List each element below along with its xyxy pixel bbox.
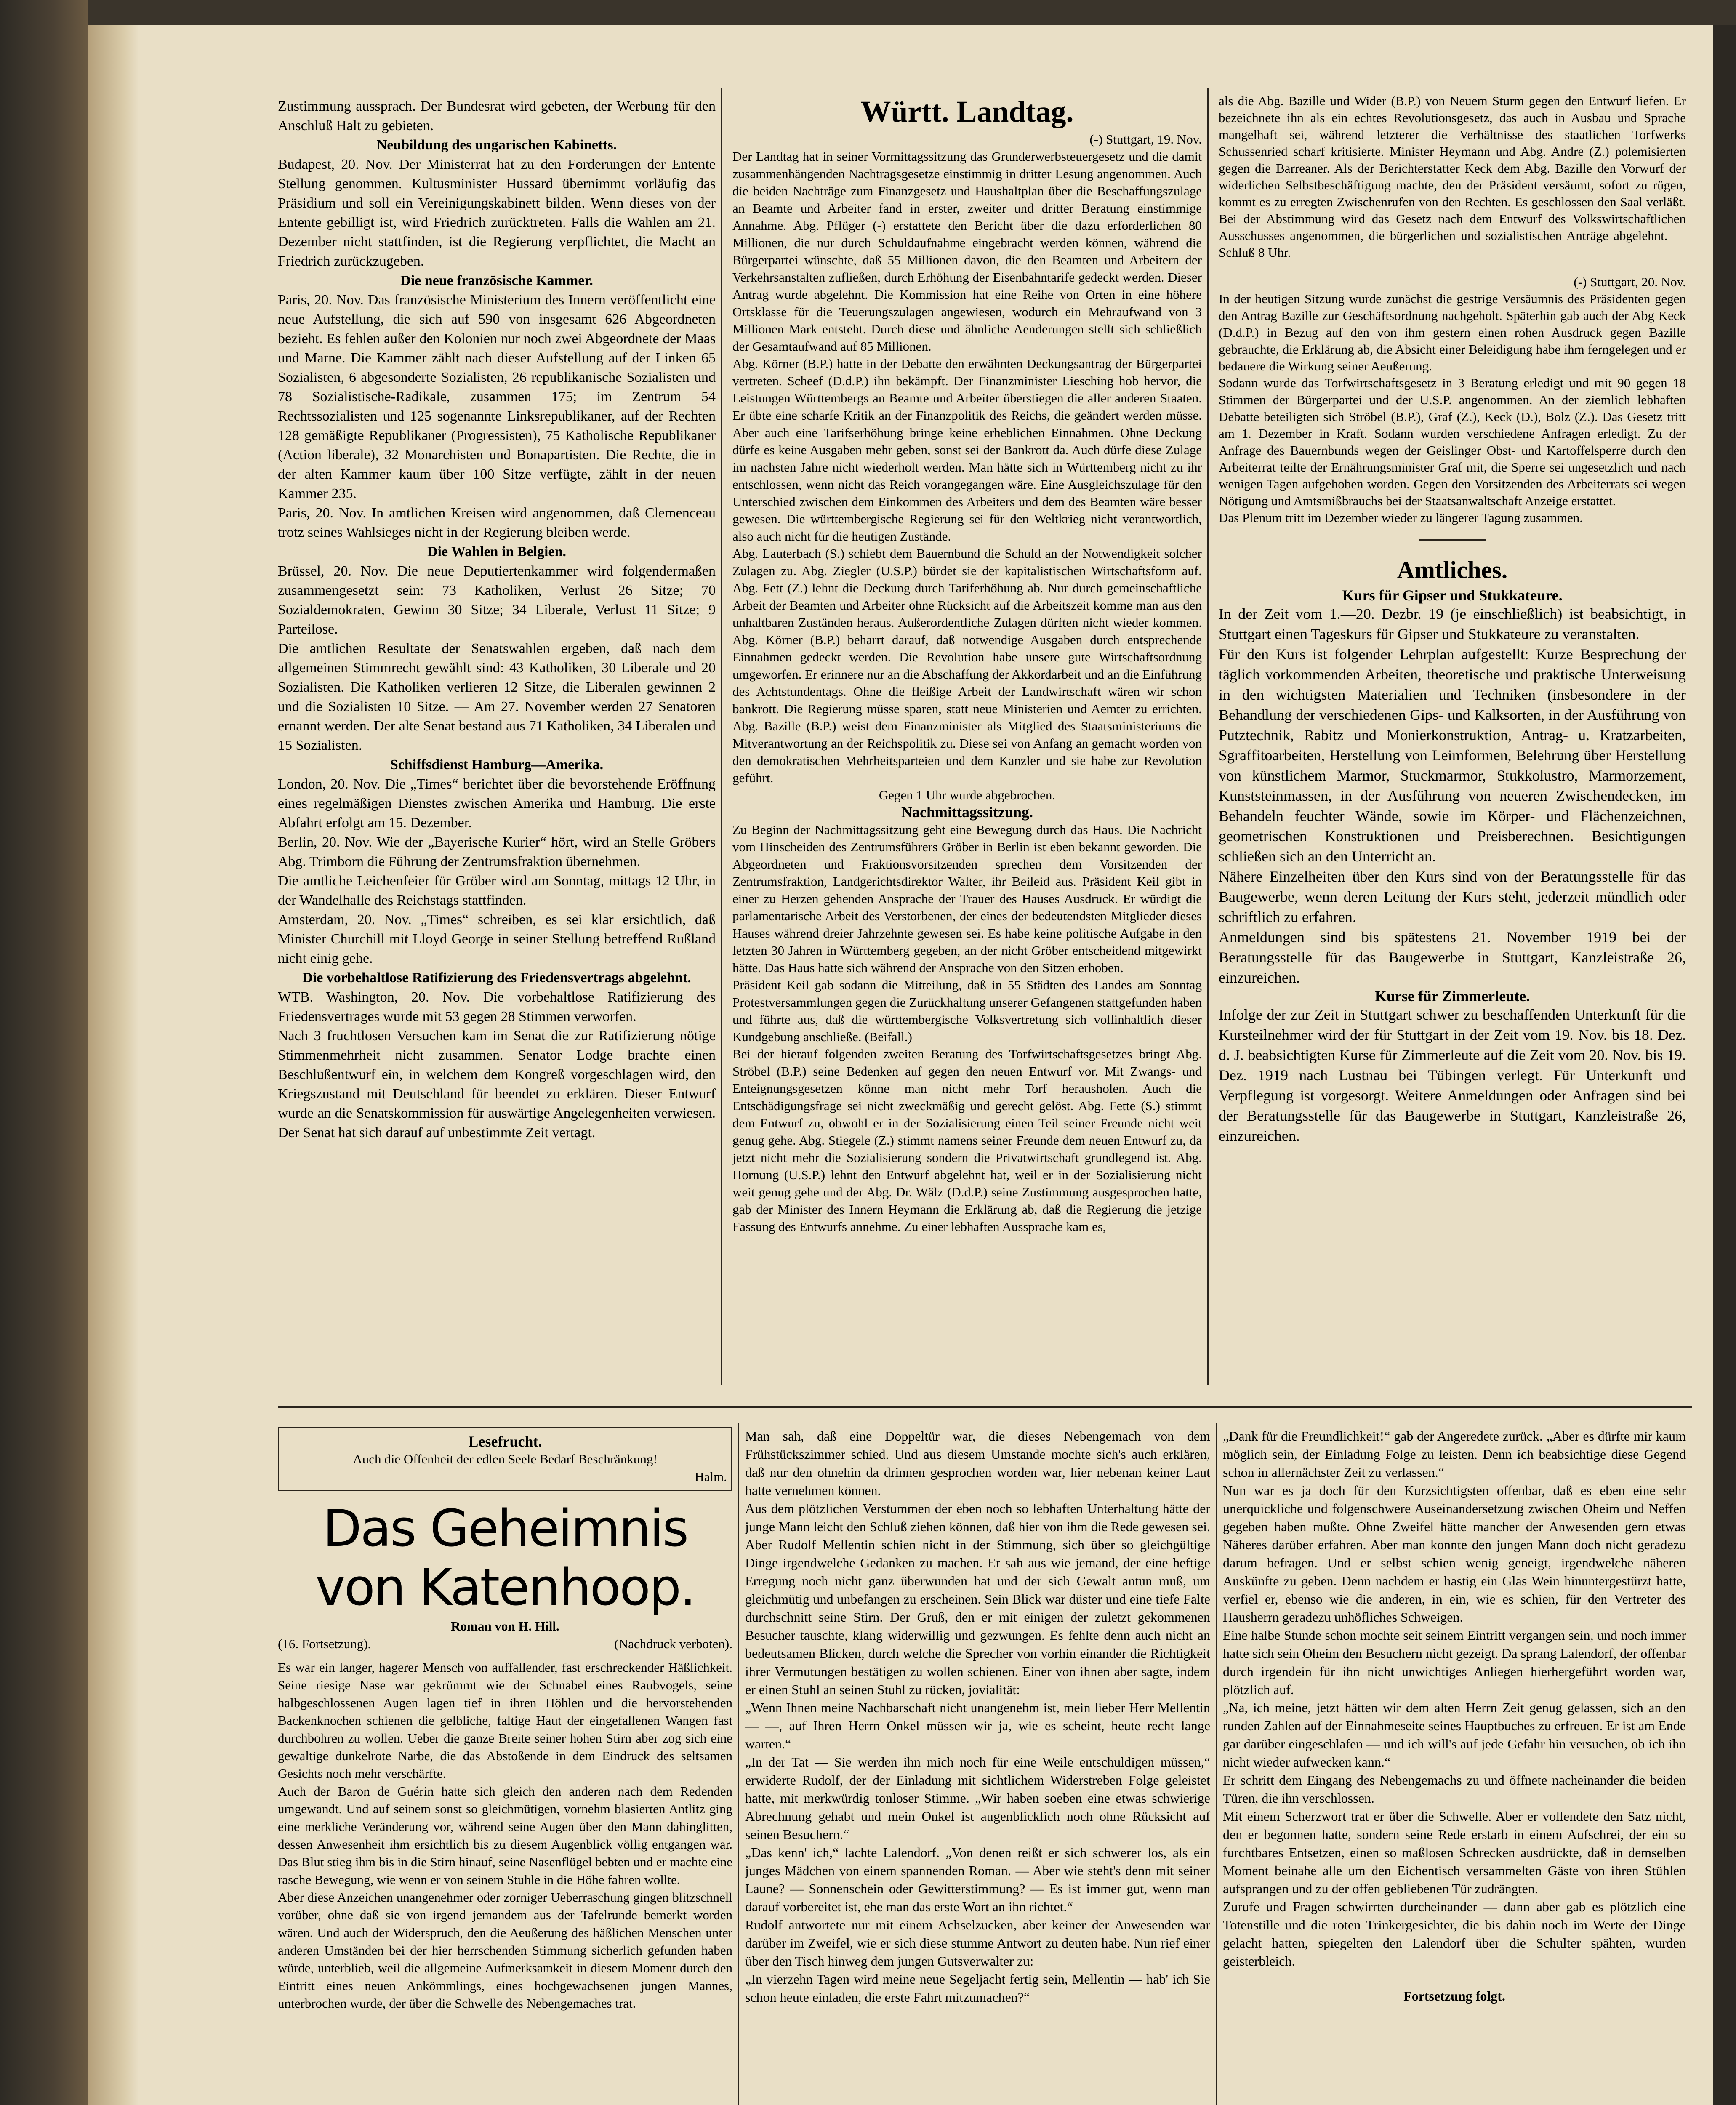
story-text: Rudolf antwortete nur mit einem Achselzucken, aber keiner der Anwesenden war darüber im Zweifel, wie er sich diese stumme Antwort zu deuten habe. Nun rief einer über den Tisch hinweg dem jungen Gutsverwalter zu:	[745, 1917, 1210, 1969]
article-text: Paris, 20. Nov. Das französische Ministerium des Innern veröffentlicht eine neue Aufstellung, die sich auf 590 von insgesamt 626 Abgeordneten bezieht. Es fehlen außer den Kolonien nur noch zwei Abgeordnete der Maas und Marne. Die Kammer zählt nach dieser Aufstellung auf der Linken 65 Sozialisten, 6 abgesonderte Sozialisten, 26 republikanische Sozialisten und 78 Sozialistische-Radikale, zusammen 175; im Zentrum 54 Rechtssozialisten und 125 sogenannte Linksrepublikaner, auf der Rechten 128 gemäßigte Republikaner (Progressisten), 75 Katholische Republikaner (Action liberale), 32 Monarchisten und Bonapartisten. Die Rechte, die in der alten Kammer kaum über 100 Sitze verfügte, zählt in der neuen Kammer 235.	[278, 292, 716, 501]
middle-top-column	[732, 93, 1202, 1235]
middle-bottom-column	[745, 1427, 1210, 2006]
article-text: Die amtlichen Resultate der Senatswahlen ergeben, daß nach dem allgemeinen Stimmrecht gewählt sind: 43 Katholiken, 30 Liberale und 20 Sozialisten. Die Katholiken verlieren 12 Sitze, die Liberalen gewinnen 2 und die Sozialisten 10 Sitze. — Am 27. November werden 27 Senatoren ernannt werden. Der alte Senat bestand aus 71 Katholiken, 34 Liberalen und 15 Sozialisten.	[278, 641, 716, 753]
book-spine	[0, 0, 88, 2105]
article-text: Die amtliche Leichenfeier für Gröber wird am Sonntag, mittags 12 Uhr, in der Wandelhalle des Reichstags stattfinden.	[278, 873, 716, 908]
article-text: Der Landtag hat in seiner Vormittagssitzung das Grunderwerbsteuergesetz und die damit zusammenhängenden Nachtragsgesetze einstimmig in dritter Lesung angenommen. Auch die beiden Nachträge zum Finanzgesetz und Haushaltplan über die Beschaffungszulage an Beamte und Arbeiter fand in erster, zweiter und dritter Beratung einstimmige Annahme. Abg. Pflüger (-) erstattete den Bericht über die dazu erforderlichen 80 Millionen, die nur durch Schuldaufnahme eingebracht werden können, während die Bürgerpartei wünschte, daß 55 Millionen davon, die den Beamten und Arbeitern der Verkehrsanstalten zufließen, durch Erhöhung der Eisenbahntarife gedeckt werden. Dieser Antrag wurde abgelehnt. Die Kommission hat eine Reihe von Orten in eine höhere Ortsklasse für die Teuerungszulagen angewiesen, wodurch ein Mehraufwand von 3 Millionen Mark entsteht. Durch diese und ähnliche Aenderungen stellt sich schließlich der Gesamtaufwand auf 85 Millionen.	[732, 149, 1202, 354]
column-rule	[1207, 88, 1209, 1385]
story-text: „In der Tat — Sie werden ihn mich noch für eine Weile entschuldigen müssen,“ erwiderte Rudolf, der der Einladung mit sichtlichem Widerstreben Folge geleistet hatte, mit merkwürdig tonloser Stimme. „Wir haben soeben eine etwas schwierige Abrechnung gehabt und mein Onkel ist augenblicklich noch ohne Rücksicht auf seinen Besuchern.“	[745, 1754, 1210, 1842]
article-text: Präsident Keil gab sodann die Mitteilung, daß in 55 Städten des Landes am Sonntag Protestversammlungen gegen die Zurückhaltung unserer Gefangenen stattgefunden haben und führte aus, daß die württembergische Volksvertretung sich vollinhaltlich dieser Kundgebung anschließe. (Beifall.)	[732, 978, 1202, 1044]
story-text: Eine halbe Stunde schon mochte seit seinem Eintritt vergangen sein, und noch immer hatte sich sein Oheim den Besuchern nicht gezeigt. Da sprang Lalendorf, der offenbar durch irgendein für ihn nicht unwichtiges Anliegen hierhergeführt worden war, plötzlich auf.	[1223, 1628, 1686, 1697]
headline-belgium: Die Wahlen in Belgien.	[427, 544, 566, 560]
landtag-title: Württ. Landtag.	[860, 95, 1074, 128]
dateline: (-) Stuttgart, 19. Nov.	[1089, 132, 1202, 147]
article-text: Zu Beginn der Nachmittagssitzung geht eine Bewegung durch das Haus. Die Nachricht vom Hinscheiden des Zentrumsführers Gröber in Berlin ist eben bekannt geworden. Die Abgeordneten und Fraktionsvorsitzenden sprechen dem Vorsitzenden der Zentrumsfraktion, Landgerichtsdirektor Walter, ihr Beileid aus. Präsident Keil gibt in einer zu Herzen gehenden Ansprache der Trauer des Hauses Ausdruck. Er würdigt die parlamentarische Arbeit des Verstorbenen, der eines der bedeutendsten Mitglieder dieses Hauses während dreier Jahrzehnte gewesen sei. Es habe keine politische Aufgabe in den letzten 30 Jahren in Württemberg gegeben, an der nicht Gröber entscheidend mitgewirkt hätte. Das Haus hatte sich während der Ansprache von den Sitzen erhoben.	[732, 822, 1202, 975]
installment-label: (16. Fortsetzung).	[278, 1636, 371, 1651]
story-text: „Na, ich meine, jetzt hätten wir dem alten Herrn Zeit genug gelassen, sich an den runden Zahlen auf der Einnahmeseite seines Hauptbuches zu erfreuen. Er ist am Ende gar darüber eingeschlafen — und ich will's auf jede Gefahr hin versuchen, ob ich ihn nicht wieder aufwecken kann.“	[1223, 1700, 1686, 1769]
article-text: Amsterdam, 20. Nov. „Times“ schreiben, es sei klar ersichtlich, daß Minister Churchill mit Lloyd George in seiner Stellung betreffend Rußland nicht einig gehe.	[278, 912, 716, 966]
subheading: Kurs für Gipser und Stukkateure.	[1342, 587, 1563, 604]
headline-france: Die neue französische Kammer.	[400, 273, 593, 288]
article-text: Für den Kurs ist folgender Lehrplan aufgestellt: Kurze Besprechung der täglich vorkommenden Arbeiten, theoretische und praktische Unterweisung in den wichtigsten Materialien und Techniken (insbesondere in der Behandlung der verschiedenen Gips- und Kalksorten, in der Ausführung von Putztechnik, Rabitz und Monierkonstruktion, Antrag- u. Kratzarbeiten, Sgraffitoarbeiten, Herstellung von Leimformen, Belehrung über Herstellung von künstlichem Marmor, Stuckmarmor, Stukkolustro, Marmorzement, Kunststeinmassen, in der Ausführung von neueren Zwischendecken, im Behandeln feuchter Wände, sowie im Körper- und Flächenzeichnen, geometrischen Konstruktionen und Preisberechnen. Besichtigungen schließen sich an den Unterricht an.	[1219, 646, 1686, 865]
article-text: WTB. Washington, 20. Nov. Die vorbehaltlose Ratifizierung des Friedensvertrages wurde mit 53 gegen 28 Stimmen verworfen.	[278, 989, 716, 1024]
serial-meta	[278, 1635, 732, 1653]
article-text: Sodann wurde das Torfwirtschaftsgesetz in 3 Beratung erledigt und mit 90 gegen 18 Stimmen der Bürgerpartei und der U.S.P. angenommen. An der ziemlich lebhaften Debatte beteiligten sich Ströbel (B.P.), Graf (Z.), Keck (D.), Bolz (Z.). Das Gesetz tritt am 1. Dezember in Kraft. Sodann wurden verschiedene Anfragen erledigt. Zu der Anfrage des Bauernbunds wegen der Geislinger Obst- und Kartoffelsperre durch den Arbeiterrat teilte der Ernährungsminister Graf mit, die Sperre sei ungesetzlich und nach wenigen Tagen aufgehoben worden. Gegen den Vorsitzenden des Arbeiterrats sei wegen Nötigung und Amtsmißbrauchs bei der Staatsanwaltschaft Anzeige erstattet.	[1219, 376, 1686, 508]
right-top-column	[1219, 93, 1686, 1146]
continued-notice: Fortsetzung folgt.	[1403, 1988, 1505, 2004]
article-text: als die Abg. Bazille und Wider (B.P.) von Neuem Sturm gegen den Entwurf liefen. Er bezeichnete ihn als ein echtes Revolutionsgesetz, das auch in Ausbau und Sprache mangelhaft sei, während letzterer die Verhältnisse des staatlichen Torfwerks Schussenried scharf kritisierte. Minister Heymann und Abg. Andre (Z.) polemisierten gegen die Barreaner. Als der Berichterstatter Keck dem Abg. Bazille den Vorwurf der widerlichen Selbstbeschäftigung machte, den der Präsident versäumt, sofort zu rügen, kommt es zu erregten Zwischenrufen von den Rechten. Es geschlossen den Saal verläßt. Bei der Abstimmung wird das Gesetz nach dem Entwurf des Volkswirtschaftlichen Ausschusses angenommen, die bürgerlichen und sozialistischen Anträge abgelehnt. — Schluß 8 Uhr.	[1219, 93, 1686, 260]
amtliches-heading: Amtliches.	[1397, 556, 1508, 584]
box-quote: Auch die Offenheit der edlen Seele Bedarf Beschränkung!	[353, 1452, 658, 1466]
article-text: Abg. Körner (B.P.) hatte in der Debatte den erwähnten Deckungsantrag der Bürgerpartei vertreten. Scheef (D.d.P.) ihn bekämpft. Der Finanzminister Liesching hob hervor, die Leistungen Württembergs an Beamte und Arbeiter überstiegen die aller anderen Staaten. Er übte eine scharfe Kritik an der Finanzpolitik des Reichs, die geändert werden müsse. Aber auch eine Tarifserhöhung bringe keine erheblichen Einnahmen. Ohne Deckung dürfe es keine Ausgaben mehr geben, sonst sei der Bankrott da. Auch dürfe diese Zulage im nächsten Jahre nicht wiederholt werden. Man hätte sich in Württemberg nicht zu ihr entschlossen, wenn nicht das Reich vorangegangen wäre. Eine Ausgleichszulage für den Unterschied zwischen dem Einkommen des Arbeiters und dem des Beamten wäre besser gewesen. Die württembergische Regierung sei für den Weltkrieg nicht verantwortlich, also auch nicht für die heutigen Zustände.	[732, 356, 1202, 544]
article-text: Abg. Lauterbach (S.) schiebt dem Bauernbund die Schuld an der Notwendigkeit solcher Zulagen zu. Abg. Ziegler (U.S.P.) bürdet sie der kapitalistischen Wirtschaftsform auf. Abg. Fett (Z.) lehnt die Deckung durch Tariferhöhung ab. Nur durch gemeinschaftliche Arbeit der Beamten und Arbeiter ohne Rücksicht auf die Arbeitszeit komme man aus den unhaltbaren Zuständen heraus. Außerordentliche Zulagen dürften nicht wieder kommen. Abg. Körner (B.P.) beharrt darauf, daß notwendige Ausgaben durch entsprechende Einnahmen gedeckt werden. Die Revolution habe unsere gute Wirtschaftsordnung umgeworfen. Er erinnere nur an die Abschaffung der Akkordarbeit und an die Einführung des Achtstundentags. Ohne die fleißige Arbeit der Landwirtschaft wären wir schon bankrott. Die Regierung müsse sparen, statt neue Ministerien und Aemter zu errichten. Abg. Bazille (B.P.) weist dem Finanzminister als Mitglied des Staatsministeriums die Mitverantwortung an der Reichspolitik zu. Diese sei von Anfang an gemacht worden von den demokratischen Mehrheitsparteien und dem Kanzler und sie habe zur Revolution geführt.	[732, 546, 1202, 785]
article-text: Budapest, 20. Nov. Der Ministerrat hat zu den Forderungen der Entente Stellung genommen. Kultusminister Hussard übernimmt vorläufig das Präsidium und soll ein Vereinigungskabinett bilden. Wenn dieses von der Entente gebilligt ist, wird Friedrich zurücktreten. Falls die Wahlen am 21. Dezember nicht stattfinden, ist die Regierung verpflichtet, die Macht an Friedrich zurückzugeben.	[278, 157, 716, 269]
story-text: „Dank für die Freundlichkeit!“ gab der Angeredete zurück. „Aber es dürfte mir kaum möglich sein, der Einladung Folge zu leisten. Denn ich beabsichtige diese Gegend schon in allernächster Zeit zu verlassen.“	[1223, 1428, 1686, 1480]
story-text: Aus dem plötzlichen Verstummen der eben noch so lebhaften Unterhaltung hätte der junge Mann leicht den Schluß ziehen können, daß hier von ihm die Rede gewesen sei. Aber Rudolf Mellentin schien nicht in der Stimmung, sich über so gleichgültige Dinge irgendwelche Gedanken zu machen. Er sah aus wie jemand, der eine heftige Erregung noch nicht ganz überwunden hat und der sich Gewalt antun muß, um gleichmütig und unbefangen zu erscheinen. Sein Blick war düster und eine tiefe Falte durchschnitt seine Stirn. Der Gruß, den er mit einigen der zuletzt gekommenen Besucher tauschte, klang widerwillig und gezwungen. Es fehlte denn auch nicht an bedeutsamen Blicken, durch welche die Sprecher von vorhin einander die Richtigkeit ihrer Vermutungen bestätigen zu wollen schienen. Einer von ihnen aber sagte, indem er einen Stuhl an seinen Stuhl zu rücken, jovialität:	[745, 1501, 1210, 1697]
column-rule	[721, 88, 722, 1385]
left-top-column	[278, 97, 716, 1143]
page-binding-shadow	[88, 25, 139, 2105]
story-text: Man sah, daß eine Doppeltür war, die dieses Nebengemach von dem Frühstückszimmer schied. Und aus diesem Umstande mochte sich's auch erklären, daß nur den ohnehin da drinnen gesprochen worden war, hier nebenan keiner Laut hatte vernehmen können.	[745, 1428, 1210, 1498]
story-text: Er schritt dem Eingang des Nebengemachs zu und öffnete nacheinander die beiden Türen, die ihn verschlossen.	[1223, 1772, 1686, 1806]
article-text: Bei der hierauf folgenden zweiten Beratung des Torfwirtschaftsgesetzes bringt Abg. Ströbel (B.P.) seine Bedenken auf gegen den neuen Entwurf vor. Mit Zwangs- und Enteignungsgesetzen könne man nicht mehr Torf herausholen. Auch die Entschädigungsfrage sei nicht zweckmäßig und gerecht gelöst. Abg. Fette (S.) stimmt dem Entwurf zu, obwohl er in der Sozialisierung einen Teil seiner Freunde nicht weit genug gehe. Abg. Stiegele (Z.) stimmt namens seiner Freunde dem neuen Entwurf zu, da jetzt nicht mehr die Sozialisierung sondern die Privatwirtschaft grundlegend ist. Abg. Hornung (U.S.P.) lehnt den Entwurf abgelehnt hat, weil er in der Sozialisierung nicht weit genug gehe und der Abg. Dr. Wälz (D.d.P.) seine Zustimmung ausgesprochen hatte, gab der Minister des Innern Heymann die Erklärung ab, daß die Regierung die jetzige Fassung des Entwurfs annehme. Zu einer lebhaften Aussprache kam es,	[732, 1047, 1202, 1234]
story-text: „Das kenn' ich,“ lachte Lalendorf. „Von denen reißt er sich schwerer los, als ein junges Mädchen von einem spannenden Roman. — Aber wie steht's denn mit seiner Laune? — Sonnenschein oder Gewitterstimmung? — Es ist immer gut, wenn man darauf vorbereitet ist, ehe man das erste Wort an ihn richtet.“	[745, 1845, 1210, 1914]
serial-title: Das Geheimnis von Katenhoop.	[315, 1500, 695, 1617]
article-text: Anmeldungen sind bis spätestens 21. November 1919 bei der Beratungsstelle für das Baugewerbe in Stuttgart, Kanzleistraße 26, einzureichen.	[1219, 929, 1686, 986]
box-author: Halm.	[695, 1469, 727, 1484]
story-text: Aber diese Anzeichen unangenehmer oder zorniger Ueberraschung gingen blitzschnell vorüber, ohne daß sie von irgend jemandem aus der Tafelrunde bemerkt worden wären. Und auch der Widerspruch, den die Aeußerung des häßlichen Menschen unter anderen Umständen bei der hier herrschenden Stimmung sicherlich gefunden haben würde, unterblieb, weil die allgemeine Aufmerksamkeit in diesem Moment durch den Eintritt eines neuen Ankömmlings, eines hochgewachsenen jungen Mannes, unterbrochen wurde, der über die Schwelle des Nebengemaches trat.	[278, 1890, 732, 2011]
article-text: Zustimmung aussprach. Der Bundesrat wird gebeten, der Werbung für den Anschluß Halt zu gebieten.	[278, 99, 716, 133]
right-bottom-column	[1223, 1427, 1686, 2005]
article-text: In der heutigen Sitzung wurde zunächst die gestrige Versäumnis des Präsidenten gegen den Antrag Bazille zur Geschäftsordnung nachgeholt. Späterhin gab auch der Abg Keck (D.d.P.) in Bezug auf den von ihm gestern einen rohen Ausdruck gegen Bazille gebrauchte, die Erklärung ab, die Absicht einer Beleidigung habe ihm ferngelegen und er bedauere die Wirkung seiner Aeußerung.	[1219, 291, 1686, 373]
article-text: Brüssel, 20. Nov. Die neue Deputiertenkammer wird folgendermaßen zusammengesetzt sein: 73 Katholiken, Verlust 26 Sitze; 70 Sozialdemokraten, Gewinn 30 Sitze; 34 Liberale, Verlust 11 Sitze; 9 Parteilose.	[278, 563, 716, 637]
article-text: Das Plenum tritt im Dezember wieder zu längerer Tagung zusammen.	[1219, 510, 1583, 525]
box-title: Lesefrucht.	[468, 1433, 542, 1450]
article-text: Nach 3 fruchtlosen Versuchen kam im Senat die zur Ratifizierung nötige Stimmenmehrheit nicht zusammen. Senator Lodge brachte einen Beschlußentwurf ein, in welchem dem Kongreß vorgeschlagen wird, den Kriegszustand mit Deutschland für beendet zu erklären. Dieser Entwurf wurde an die Senatskommission für auswärtige Angelegenheiten verwiesen. Der Senat hat sich darauf auf unbestimmte Zeit vertagt.	[278, 1028, 716, 1140]
story-text: „In vierzehn Tagen wird meine neue Segeljacht fertig sein, Mellentin — hab' ich Sie schon heute einladen, die erste Fahrt mitzumachen?“	[745, 1972, 1210, 2005]
article-text: In der Zeit vom 1.—20. Dezbr. 19 (je einschließlich) ist beabsichtigt, in Stuttgart einen Tageskurs für Gipser und Stukkateure zu veranstalten.	[1219, 605, 1686, 642]
headline-peace: Die vorbehaltlose Ratifizierung des Friedensvertrags abgelehnt.	[302, 970, 691, 986]
divider	[1419, 539, 1486, 541]
article-text: London, 20. Nov. Die „Times“ berichtet über die bevorstehende Eröffnung eines regelmäßigen Dienstes zwischen Amerika und Hamburg. Die erste Abfahrt erfolgt am 15. Dezember.	[278, 776, 716, 831]
byline: Roman von H. Hill.	[451, 1619, 559, 1633]
column-rule	[738, 1423, 739, 2105]
article-text: Paris, 20. Nov. In amtlichen Kreisen wird angenommen, daß Clemenceau trotz seines Wahlsieges nicht in der Regierung bleiben werde.	[278, 505, 716, 540]
article-text: Infolge der zur Zeit in Stuttgart schwer zu beschaffenden Unterkunft für die Kursteilnehmer wird der für Stuttgart in der Zeit vom 19. Nov. bis 18. Dez. d. J. beabsichtigten Kurse für Zimmerleute auf die Zeit vom 20. Nov. bis 19. Dez. 1919 nach Lustnau bei Tübingen verlegt. Für Unterkunft und Verpflegung ist vorgesorgt. Weitere Anmeldungen oder Anfragen sind bei der Beratungsstelle für das Baugewerbe in Stuttgart, Kanzleistraße 26, einzureichen.	[1219, 1006, 1686, 1144]
column-rule	[1216, 1423, 1217, 2105]
subheading: Nachmittagssitzung.	[901, 804, 1033, 821]
story-text: Mit einem Scherzwort trat er über die Schwelle. Aber er vollendete den Satz nicht, den er begonnen hatte, sondern seine Rede erstarb in einem Aufschrei, der ein so furchtbares Entsetzen, einen so maßlosen Schrecken ausdrückte, daß in demselben Moment beinahe alle um den Eichentisch versammelten Gäste von ihren Stühlen aufsprangen und zu der offen gebliebenen Tür zudrängten.	[1223, 1809, 1686, 1896]
lesefrucht-box	[278, 1427, 732, 1491]
story-text: „Wenn Ihnen meine Nachbarschaft nicht unangenehm ist, mein lieber Herr Mellentin — —, auf Ihren Herrn Onkel müssen wir ja, wie es scheint, heute recht lange warten.“	[745, 1700, 1210, 1751]
headline-ship: Schiffsdienst Hamburg—Amerika.	[390, 757, 604, 773]
story-text: Zurufe und Fragen schwirrten durcheinander — dann aber gab es plötzlich eine Totenstille und die roten Trinkergesichter, die bis dahin noch im Werte der Dinge gelacht hatten, spiegelten den Lalendorf über die Schulter spähten, wurden geisterbleich.	[1223, 1899, 1686, 1969]
headline-hungary: Neubildung des ungarischen Kabinetts.	[376, 137, 617, 153]
reprint-notice: (Nachdruck verboten).	[614, 1636, 732, 1651]
story-text: Nun war es ja doch für den Kurzsichtigsten offenbar, daß es eben eine sehr unerquickliche und folgenschwere Auseinandersetzung zwischen Oheim und Neffen gegeben haben mußte. Ohne Zweifel hätte mancher der Anwesenden gern etwas Näheres darüber erfahren. Aber man konnte den jungen Mann doch nicht geradezu darum befragen. Und er selbst schien wenig geneigt, irgendwelche näheren Auskünfte zu geben. Denn nachdem er hastig ein Glas Wein hinuntergestürzt hatte, verfiel er, ebenso wie die anderen, in ein, wie es schien, für den Vertreter des Hausherrn geradezu unhöfliches Schweigen.	[1223, 1483, 1686, 1625]
article-text: Nähere Einzelheiten über den Kurs sind von der Beratungsstelle für das Baugewerbe, wenn deren Leitung der Kurs steht, jederzeit mündlich oder schriftlich zu erfahren.	[1219, 868, 1686, 925]
article-text: Gegen 1 Uhr wurde abgebrochen.	[879, 788, 1056, 802]
left-bottom-column	[278, 1427, 732, 2012]
subheading: Kurse für Zimmerleute.	[1374, 988, 1530, 1005]
page-edge	[1713, 25, 1736, 2105]
story-text: Es war ein langer, hagerer Mensch von auffallender, fast erschreckender Häßlichkeit. Seine riesige Nase war gekrümmt wie der Schnabel eines Raubvogels, seine halbgeschlossenen Augen lagen tief in ihren Höhlen und die hervorstehenden Backenknochen schienen die gelbliche, faltige Haut der eingefallenen Wangen fast durchbohren zu wollen. Ueber die ganze Breite seiner hohen Stirn aber zog sich eine gewaltige dunkelrote Narbe, die das Abstoßende in dem Eindruck des seltsamen Gesichts noch mehr verschärfte.	[278, 1660, 732, 1781]
story-text: Auch der Baron de Guérin hatte sich gleich den anderen nach dem Redenden umgewandt. Und auf seinem sonst so gleichmütigen, vornehm blasierten Antlitz ging eine merkliche Veränderung vor, während seine Augen über den Mann dahinglitten, dessen Anwesenheit ihm ersichtlich bis zu diesem Augenblick völlig entgangen war. Das Blut stieg ihm bis in die Stirn hinauf, seine Nasenflügel bebten und er machte eine rasche Bewegung, wie wenn er von seinem Stuhle in die Höhe fahren wollte.	[278, 1784, 732, 1887]
dateline: (-) Stuttgart, 20. Nov.	[1574, 274, 1686, 289]
article-text: Berlin, 20. Nov. Wie der „Bayerische Kurier“ hört, wird an Stelle Gröbers Abg. Trimborn die Führung der Zentrumsfraktion übernehmen.	[278, 834, 716, 869]
section-rule	[278, 1406, 1692, 1408]
